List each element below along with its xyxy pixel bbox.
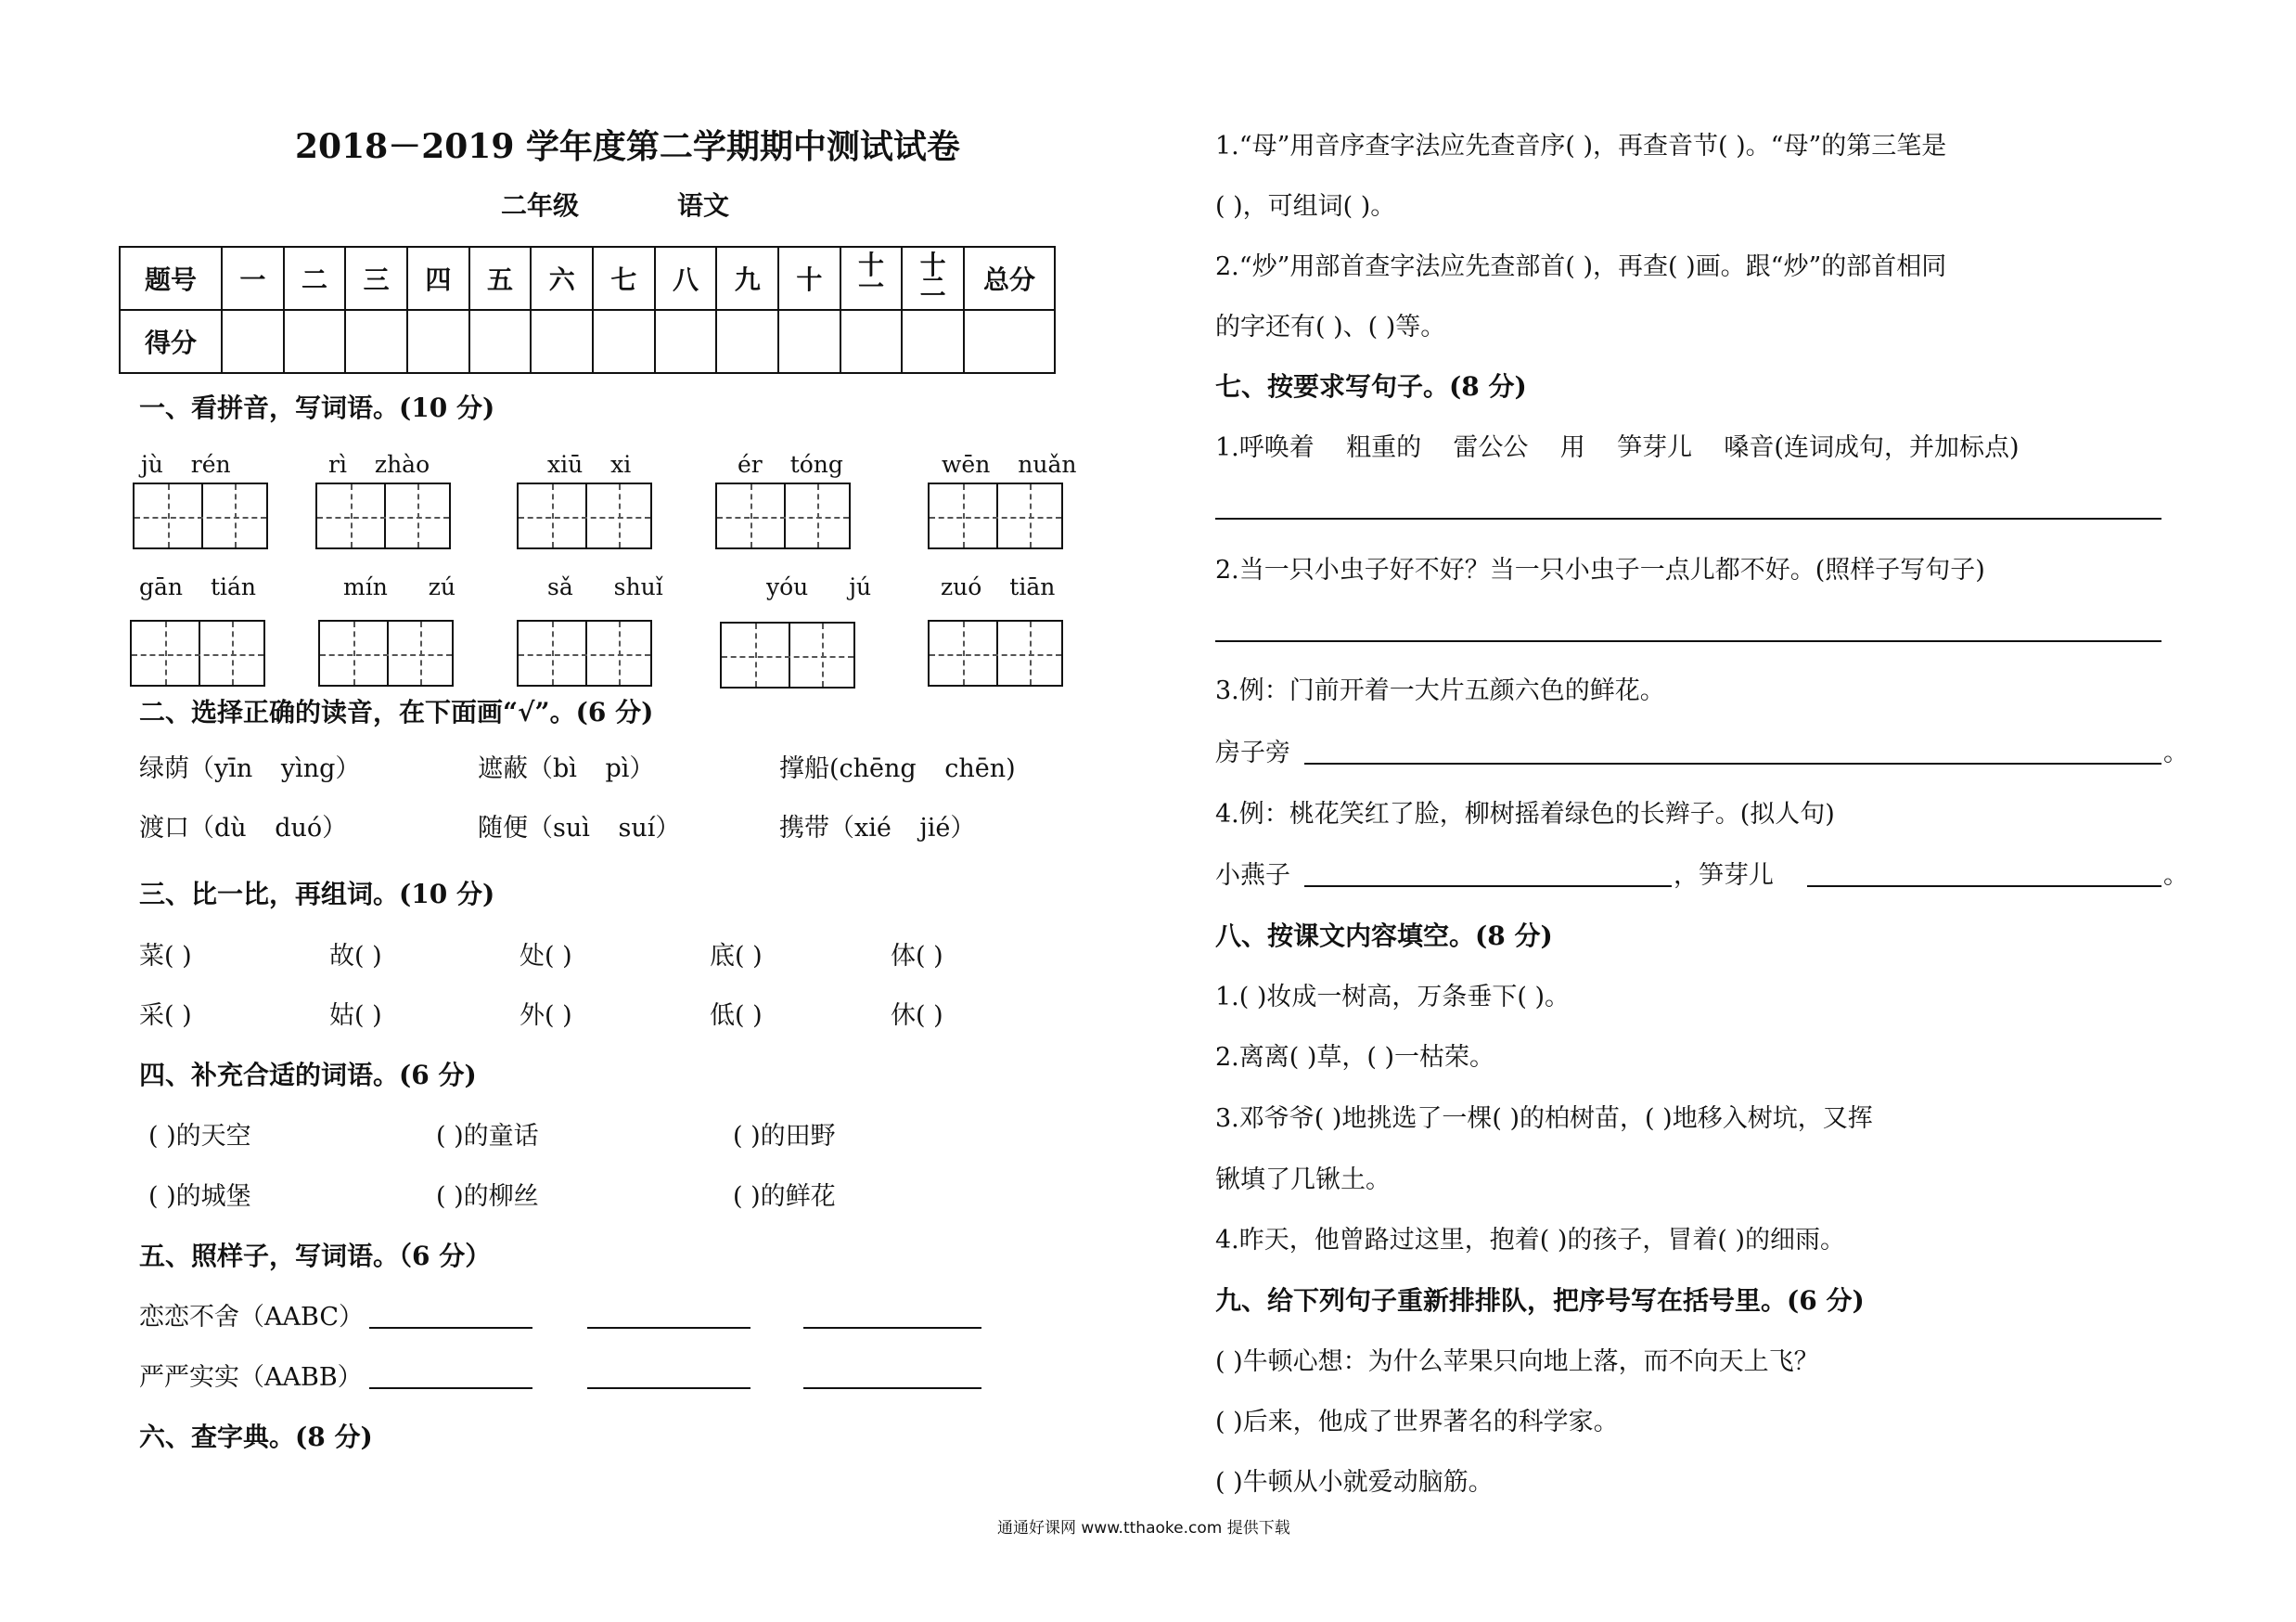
reading-choice[interactable]: 撑船(chēng chēn): [779, 754, 1016, 783]
section-2-heading: 二、选择正确的读音，在下面画“√”。(6 分): [139, 697, 654, 727]
fill-phrase[interactable]: ( )的城堡: [148, 1182, 251, 1211]
word-compare-item[interactable]: 菜( ): [139, 942, 192, 971]
answer-line[interactable]: [587, 1327, 750, 1329]
score-col: 五: [469, 247, 532, 310]
reading-choice[interactable]: 渡口（dù duó）: [139, 814, 348, 843]
answer-line[interactable]: [803, 1327, 981, 1329]
order-item[interactable]: ( )牛顿从小就爱动脑筋。: [1215, 1468, 1494, 1497]
pinyin-label: gān tián: [139, 573, 257, 600]
sentence-question-1: 1.呼唤着 粗重的 雷公公 用 笋芽儿 嗓音(连词成句，并加标点): [1215, 433, 2020, 462]
score-col-stacked: 十二: [919, 250, 946, 303]
answer-line[interactable]: [1807, 885, 2161, 887]
writing-grid[interactable]: [517, 620, 652, 687]
pinyin-label: ér tóng: [738, 451, 843, 478]
order-item[interactable]: ( )后来，他成了世界著名的科学家。: [1215, 1408, 1619, 1436]
answer-line[interactable]: [369, 1387, 532, 1389]
pinyin-label: mín zú: [343, 573, 456, 600]
text-fill-4[interactable]: 4.昨天，他曾路过这里，抱着( )的孩子，冒着( )的细雨。: [1215, 1226, 1846, 1255]
writing-grid[interactable]: [720, 622, 855, 689]
reading-choice[interactable]: 携带（xié jié）: [779, 814, 976, 843]
score-table-row1-label: 题号: [120, 247, 222, 310]
pinyin-label: sǎ shuǐ: [547, 573, 663, 600]
score-cell[interactable]: [407, 310, 469, 373]
word-compare-item[interactable]: 低( ): [710, 1001, 763, 1030]
dict-question-1a: 1.“母”用音序查字法应先查音序( )，再查音节( )。“母”的第三笔是: [1215, 132, 1947, 161]
reading-choice[interactable]: 绿荫（yīn yìng）: [139, 754, 361, 783]
answer-line[interactable]: [1304, 763, 2161, 765]
fill-phrase[interactable]: ( )的柳丝: [436, 1182, 539, 1211]
section-1-heading: 一、看拼音，写词语。(10 分): [139, 393, 495, 423]
score-cell[interactable]: [964, 310, 1055, 373]
dict-question-1b: ( )，可组词( )。: [1215, 192, 1396, 221]
score-col: 二: [284, 247, 346, 310]
pinyin-label: zuó tiān: [941, 573, 1056, 600]
word-compare-item[interactable]: 外( ): [519, 1001, 572, 1030]
section-7-heading: 七、按要求写句子。(8 分): [1215, 371, 1527, 402]
pattern-word: 严严实实（AABB）: [139, 1363, 363, 1392]
word-compare-item[interactable]: 体( ): [891, 942, 943, 971]
answer-line[interactable]: [803, 1387, 981, 1389]
grade-label: 二年级: [501, 190, 580, 221]
section-3-heading: 三、比一比，再组词。(10 分): [139, 879, 495, 909]
answer-line[interactable]: [1304, 885, 1672, 887]
answer-line[interactable]: [587, 1387, 750, 1389]
score-col-stacked: 十一: [858, 250, 885, 303]
subject-label: 语文: [677, 190, 730, 221]
text-fill-3a[interactable]: 3.邓爷爷( )地挑选了一棵( )的柏树苗，( )地移入树坑，又挥: [1215, 1104, 1873, 1133]
score-col: 六: [531, 247, 593, 310]
text-fill-3b: 锹填了几锹土。: [1215, 1165, 1391, 1194]
score-cell[interactable]: [222, 310, 284, 373]
word-compare-item[interactable]: 底( ): [710, 942, 763, 971]
score-cell[interactable]: [716, 310, 778, 373]
score-cell[interactable]: [840, 310, 903, 373]
writing-grid[interactable]: [130, 620, 265, 687]
score-cell[interactable]: [469, 310, 532, 373]
fill-phrase[interactable]: ( )的童话: [436, 1122, 539, 1151]
pattern-word: 恋恋不舍（AABC）: [139, 1303, 364, 1332]
writing-grid[interactable]: [517, 483, 652, 549]
fill-phrase[interactable]: ( )的鲜花: [733, 1182, 836, 1211]
score-cell[interactable]: [345, 310, 407, 373]
score-col: [840, 247, 903, 310]
dict-question-2b: 的字还有( )、( )等。: [1215, 313, 1446, 341]
writing-grid[interactable]: [928, 483, 1063, 549]
score-col-total: 总分: [964, 247, 1055, 310]
fill-phrase[interactable]: ( )的天空: [148, 1122, 251, 1151]
word-compare-item[interactable]: 采( ): [139, 1001, 192, 1030]
exam-title: 2018－2019 学年度第二学期期中测试试卷: [295, 127, 960, 166]
score-cell[interactable]: [778, 310, 840, 373]
score-table: [119, 246, 1056, 374]
section-5-heading: 五、照样子，写词语。（6 分）: [139, 1241, 492, 1271]
section-8-heading: 八、按课文内容填空。(8 分): [1215, 920, 1553, 951]
sentence-lead: 房子旁: [1215, 739, 1290, 767]
sentence-lead: ，笋芽儿: [1674, 861, 1774, 890]
score-table-header-row: [120, 247, 1055, 310]
sentence-question-2: 2.当一只小虫子好不好？当一只小虫子一点儿都不好。(照样子写句子): [1215, 556, 1985, 585]
word-compare-item[interactable]: 故( ): [329, 942, 382, 971]
answer-line[interactable]: [369, 1327, 532, 1329]
score-table-score-row: [120, 310, 1055, 373]
order-item[interactable]: ( )牛顿心想：为什么苹果只向地上落，而不向天上飞？: [1215, 1347, 1819, 1376]
reading-choice[interactable]: 随便（suì suí）: [478, 814, 681, 843]
writing-grid[interactable]: [715, 483, 851, 549]
writing-grid[interactable]: [928, 620, 1063, 687]
answer-line[interactable]: [1215, 518, 2161, 520]
text-fill-1[interactable]: 1.( )妆成一树高，万条垂下( )。: [1215, 983, 1571, 1011]
section-4-heading: 四、补充合适的词语。(6 分): [139, 1060, 477, 1090]
writing-grid[interactable]: [315, 483, 451, 549]
pinyin-label: wēn nuǎn: [942, 451, 1077, 478]
dict-question-2a: 2.“炒”用部首查字法应先查部首( )，再查( )画。跟“炒”的部首相同: [1215, 252, 1947, 281]
sentence-question-3: 3.例：门前开着一大片五颜六色的鲜花。: [1215, 676, 1665, 705]
pinyin-label: rì zhào: [328, 451, 430, 478]
word-compare-item[interactable]: 处( ): [519, 942, 572, 971]
score-col: 一: [222, 247, 284, 310]
score-col: 八: [655, 247, 717, 310]
score-cell[interactable]: [531, 310, 593, 373]
score-cell[interactable]: [655, 310, 717, 373]
score-cell[interactable]: [902, 310, 964, 373]
score-col: 七: [593, 247, 655, 310]
score-col: 九: [716, 247, 778, 310]
pinyin-label: jù rén: [141, 451, 231, 478]
score-cell[interactable]: [593, 310, 655, 373]
score-table-row2-label: 得分: [120, 310, 222, 373]
score-col: 四: [407, 247, 469, 310]
text-fill-2[interactable]: 2.离离( )草，( )一枯荣。: [1215, 1043, 1495, 1072]
score-col: 十: [778, 247, 840, 310]
score-cell[interactable]: [284, 310, 346, 373]
sentence-end: 。: [2163, 861, 2188, 890]
writing-grid[interactable]: [133, 483, 268, 549]
word-compare-item[interactable]: 休( ): [891, 1001, 943, 1030]
footer-credit: 通通好课网 www.tthaoke.com 提供下载: [997, 1519, 1290, 1538]
pinyin-label: xiū xi: [547, 451, 632, 478]
writing-grid[interactable]: [318, 620, 454, 687]
section-9-heading: 九、给下列句子重新排排队，把序号写在括号里。(6 分): [1215, 1285, 1865, 1316]
sentence-question-4: 4.例：桃花笑红了脸，柳树摇着绿色的长辫子。(拟人句): [1215, 800, 1835, 829]
pinyin-label: yóu jú: [766, 573, 872, 600]
sentence-end: 。: [2163, 739, 2188, 767]
word-compare-item[interactable]: 姑( ): [329, 1001, 382, 1030]
answer-line[interactable]: [1215, 640, 2161, 642]
reading-choice[interactable]: 遮蔽（bì pì）: [478, 754, 655, 783]
sentence-lead: 小燕子: [1215, 861, 1290, 890]
score-col: [902, 247, 964, 310]
section-6-heading: 六、查字典。(8 分): [139, 1422, 373, 1452]
score-col: 三: [345, 247, 407, 310]
fill-phrase[interactable]: ( )的田野: [733, 1122, 836, 1151]
